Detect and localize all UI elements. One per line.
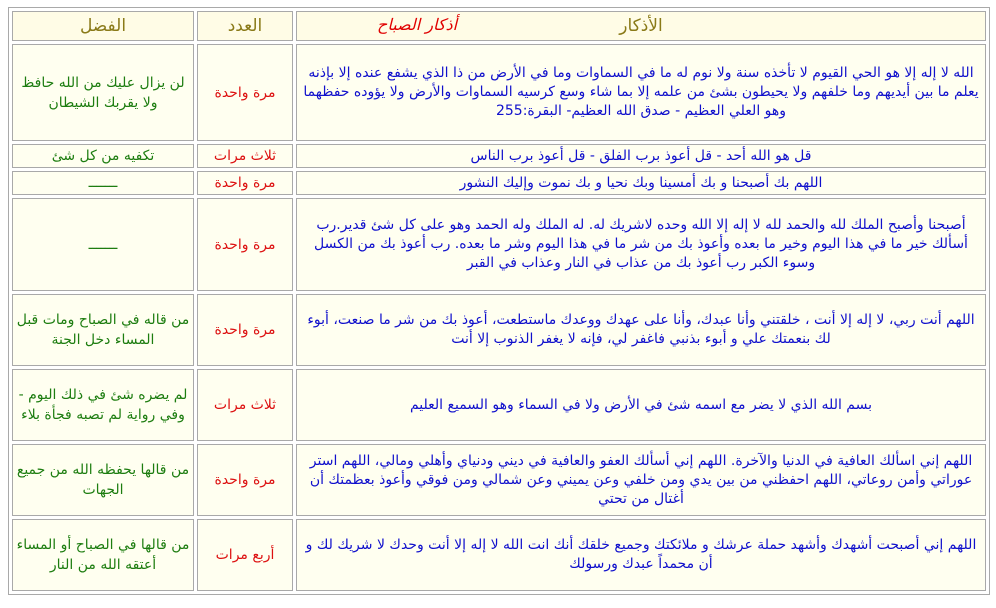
count-cell: مرة واحدة xyxy=(197,294,293,366)
table-row xyxy=(12,171,986,195)
header-dhikr: الأذكار xyxy=(619,16,663,36)
dhikr-cell: قل هو الله أحد - قل أعوذ برب الفلق - قل أعوذ برب الناس xyxy=(296,144,986,168)
count-cell: ثلاث مرات xyxy=(197,369,293,441)
table-row xyxy=(12,294,986,366)
virtue-cell: ـــــــ xyxy=(12,198,194,291)
header-count: العدد xyxy=(197,11,293,41)
page-title: أذكار الصباح xyxy=(377,15,458,34)
dhikr-cell: الله لا إله إلا هو الحي القيوم لا تأخذه سنة ولا نوم له ما في السماوات وما في الأرض من ذا الذي يشفع عنده إلا بإذنه يعلم ما بين أيديهم وما خلفهم ولا يحيطون بشئ من علمه إلا بما شاء وسع كرسيه السماوات والأرض ولا يؤوده حفظهما وهو العلي العظيم - صدق الله العظيم- البقرة:255 xyxy=(296,44,986,141)
virtue-cell: ـــــــ xyxy=(12,171,194,195)
virtue-cell: من قاله في الصباح ومات قبل المساء دخل الجنة xyxy=(12,294,194,366)
count-cell: أربع مرات xyxy=(197,519,293,591)
table-row xyxy=(12,144,986,168)
header-dhikr-cell xyxy=(296,11,986,41)
table-row xyxy=(12,444,986,516)
table-row xyxy=(12,44,986,141)
count-cell: مرة واحدة xyxy=(197,44,293,141)
table-row xyxy=(12,369,986,441)
table-row xyxy=(12,198,986,291)
count-cell: مرة واحدة xyxy=(197,198,293,291)
virtue-cell: لم يضره شئ في ذلك اليوم - وفي رواية لم تصبه فجأة بلاء xyxy=(12,369,194,441)
dhikr-cell: اللهم بك أصبحنا و بك أمسينا وبك نحيا و بك نموت وإليك النشور xyxy=(296,171,986,195)
table-row xyxy=(12,519,986,591)
header-virtue: الفضل xyxy=(12,11,194,41)
dhikr-cell: اللهم إني أصبحت أشهدك وأشهد حملة عرشك و ملائكتك وجميع خلقك أنك انت الله لا إله إلا أنت وحدك لا شريك لك و أن محمداً عبدك ورسولك xyxy=(296,519,986,591)
dhikr-cell: بسم الله الذي لا يضر مع اسمه شئ في الأرض ولا في السماء وهو السميع العليم xyxy=(296,369,986,441)
header-row xyxy=(12,11,986,41)
azkar-table xyxy=(8,7,990,595)
virtue-cell: لن يزال عليك من الله حافظ ولا يقربك الشيطان xyxy=(12,44,194,141)
dhikr-cell: اللهم إني اسألك العافية في الدنيا والآخرة. اللهم إني أسألك العفو والعافية في ديني ودنياي وأهلي ومالي، اللهم استر عوراتي وأمن روعاتي، اللهم احفظني من بين يدي ومن خلفي وعن يميني وعن شمالي ومن فوقي وأعوذ بعظمتك أن أغتال من تحتي xyxy=(296,444,986,516)
dhikr-cell: اللهم أنت ربي، لا إله إلا أنت ، خلقتني وأنا عبدك، وأنا على عهدك ووعدك ماستطعت، أعوذ بك من شر ما صنعت، أبوء لك بنعمتك علي و أبوء بذنبي فاغفر لي، فإنه لا يغفر الذنوب إلا أنت xyxy=(296,294,986,366)
count-cell: مرة واحدة xyxy=(197,171,293,195)
virtue-cell: من قالها يحفظه الله من جميع الجهات xyxy=(12,444,194,516)
virtue-cell: من قالها في الصباح أو المساء أعتقه الله من النار xyxy=(12,519,194,591)
virtue-cell: تكفيه من كل شئ xyxy=(12,144,194,168)
count-cell: ثلاث مرات xyxy=(197,144,293,168)
dhikr-cell: أصبحنا وأصبح الملك لله والحمد لله لا إله إلا الله وحده لاشريك له. له الملك وله الحمد وهو على كل شئ قدير.رب أسألك خير ما في هذا اليوم وخير ما بعده وأعوذ بك من شر ما في هذا اليوم وشر ما بعده. رب أعوذ بك من الكسل وسوء الكبر رب أعوذ بك من عذاب في النار وعذاب في القبر xyxy=(296,198,986,291)
count-cell: مرة واحدة xyxy=(197,444,293,516)
